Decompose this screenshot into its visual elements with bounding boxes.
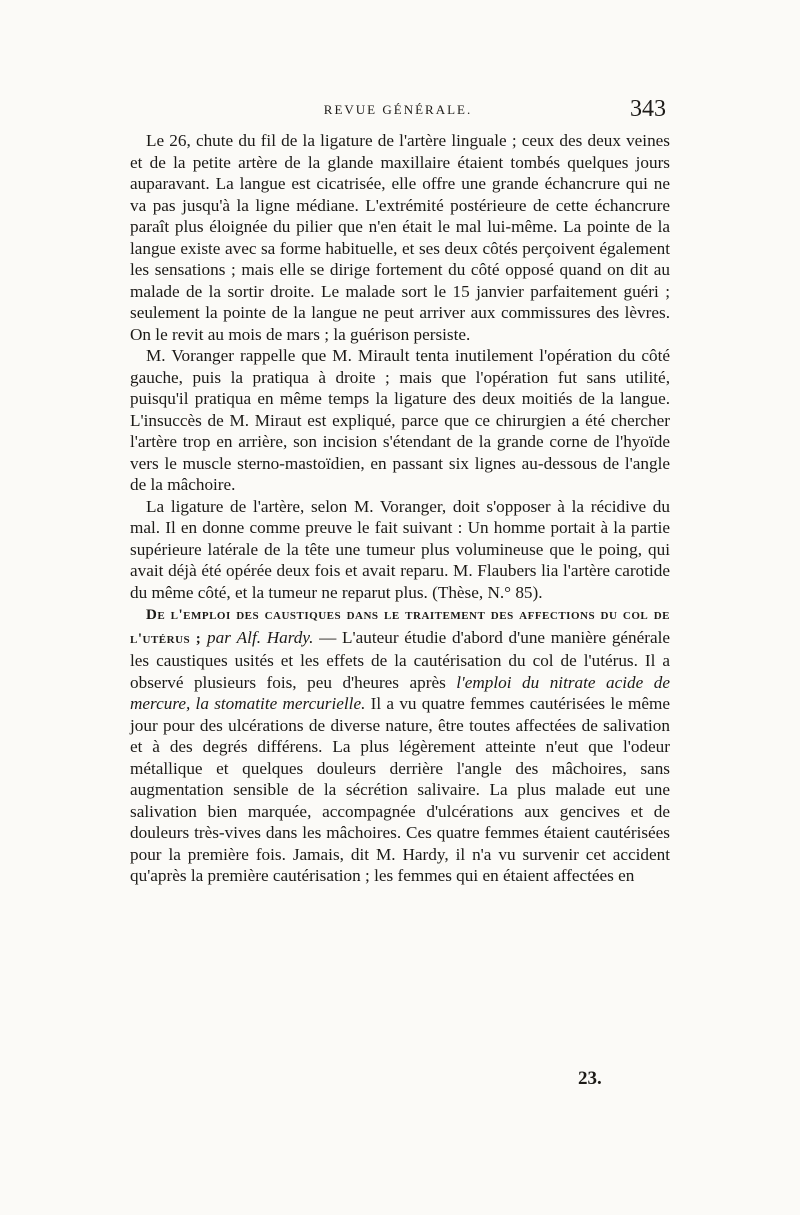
paragraph-ligature-result: Le 26, chute du fil de la ligature de l'artère linguale ; ceux des deux veines et de la petite artère de la glande maxillaire étaient tombés quelques jours auparavant. La langue est cicatrisée, elle offre une grande échancrure qui ne va pas jusqu'à la ligne médiane. L'extrémité postérieure de cette échancrure paraît plus éloignée du pilier que n'en était le mal lui-même. La pointe de la langue existe avec sa forme habituelle, et ses deux côtés perçoivent également les sensations ; mais elle se dirige fortement du côté opposé quand on dit au malade de la sortir droite. Le malade sort le 15 janvier parfaitement guéri ; seulement la pointe de la langue ne peut arriver aux commissures des lèvres. On le revit au mois de mars ; la guérison persiste. [130, 131, 670, 344]
article-title: De l'emploi des caustiques dans le traitement des affections du col de l'utérus ; [130, 607, 670, 647]
author-name: Alf. Hardy. [236, 627, 314, 647]
paragraph-voranger-mirault: M. Voranger rappelle que M. Mirault tenta inutilement l'opération du côté gauche, puis la pratiqua à droite ; mais que l'opération fut sans utilité, puisqu'il pratiqua en même temps la ligature des deux moitiés de la langue. L'insuccès de M. Miraut est expliqué, parce que ce chirurgien a été chercher l'artère trop en arrière, son incision s'étendant de la grande corne de l'hyoïde vers le muscle sterno-mastoïdien, en passant six lignes au-dessous de l'angle de la mâchoire. [130, 346, 670, 494]
signature-mark: 23. [578, 1068, 602, 1089]
author-prefix: par [207, 627, 231, 647]
running-title: REVUE GÉNÉRALE. [323, 102, 473, 117]
paragraph-recidive: La ligature de l'artère, selon M. Voranger, doit s'opposer à la récidive du mal. Il en donne comme preuve le fait suivant : Un homme portait à la partie supérieure latérale de la tête une tumeur plus volumineuse que le poing, qui avait déjà été opérée deux fois et avait reparu. M. Flaubers lia l'artère carotide du même côté, et la tumeur ne reparut plus. (Thèse, N.° 85). [130, 496, 670, 602]
paragraph-caustiques-text-b: Il a vu quatre femmes cautérisées le même jour pour des ulcérations de diverse nature, être toutes affectées de salivation et à des degrés différens. La plus légèrement atteinte n'eut que l'odeur métallique et quelques douleurs derrière l'angle des mâchoires, sans augmentation sensible de la sécrétion salivaire. La plus malade eut une salivation bien marquée, accompagnée d'ulcérations aux gencives et de douleurs très-vives dans les mâchoires. Ces quatre femmes étaient cautérisées pour la première fois. Jamais, dit M. Hardy, il n'a vu survenir cet accident qu'après la première cautérisation ; les femmes qui en étaient affectées en [130, 694, 670, 885]
body-text [130, 130, 670, 887]
italic-phrase: l'emploi du nitrate acide de mercure, la stomatite mercurielle. [130, 672, 671, 713]
paragraph-caustiques [130, 603, 670, 887]
page-header [128, 98, 668, 128]
paragraph-caustiques-text-a: — L'auteur étudie d'abord d'une manière générale les caustiques usités et les effets de la cautérisation du col de l'utérus. Il a observé plusieurs fois, peu d'heures après [130, 627, 671, 692]
page-footer [130, 1068, 670, 1092]
page-number: 343 [630, 96, 666, 122]
